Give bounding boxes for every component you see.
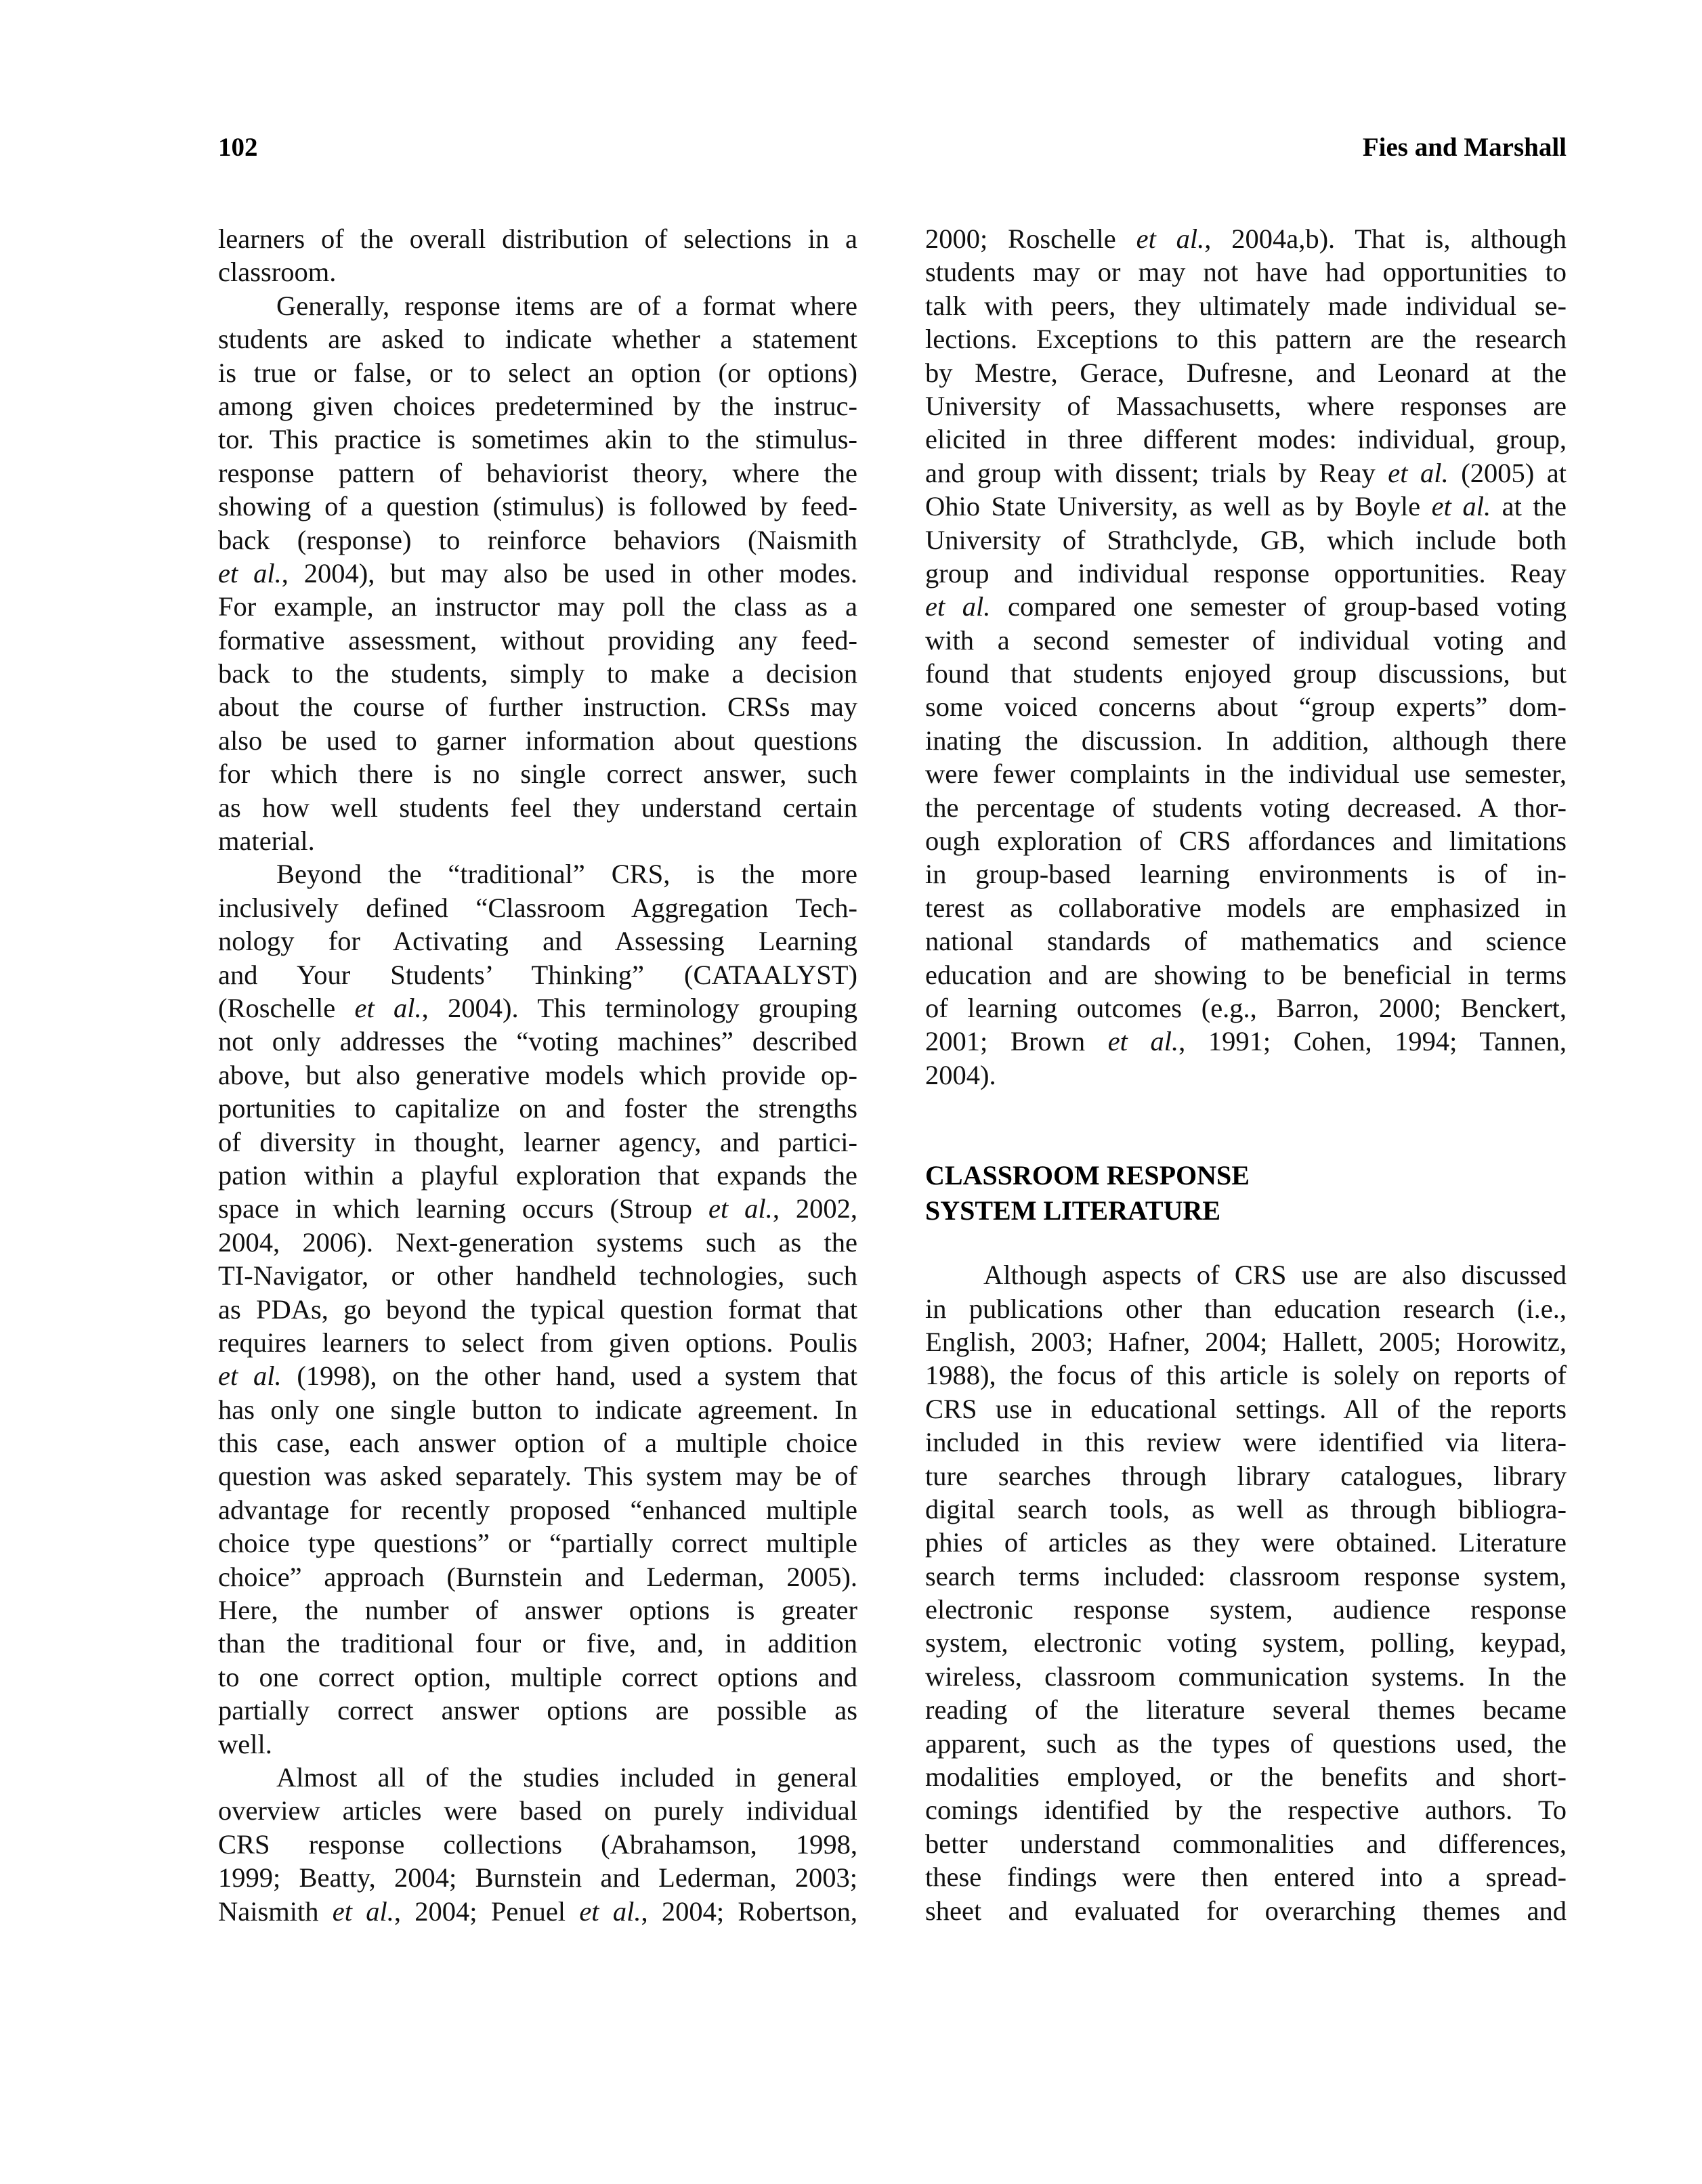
italic-citation: et al. xyxy=(925,591,991,622)
text-line: well. xyxy=(218,1728,272,1759)
text-line: Beyond the “traditional” CRS, is the more xyxy=(276,859,857,890)
text-line: phies of articles as they were obtained. Literature xyxy=(925,1527,1567,1558)
text-line: and group with dissent; trials by Reay et al. (2005) at xyxy=(925,457,1567,488)
text-line: this case, each answer option of a multiple choice xyxy=(218,1428,857,1459)
text-line: among given choices predetermined by the instruc- xyxy=(218,390,857,421)
text-line: showing of a question (stimulus) is followed by feed- xyxy=(218,491,857,522)
text-line: were fewer complaints in the individual use semester, xyxy=(925,758,1567,790)
text-line: of learning outcomes (e.g., Barron, 2000; Benckert, xyxy=(925,992,1567,1023)
text-line: comings identified by the respective authors. To xyxy=(925,1795,1567,1826)
text-line: learners of the overall distribution of selections in a xyxy=(218,223,857,254)
text-line: overview articles were based on purely individual xyxy=(218,1795,857,1826)
text-line: about the course of further instruction. CRSs may xyxy=(218,691,857,723)
text-line: not only addresses the “voting machines” described xyxy=(218,1026,857,1057)
text-line: digital search tools, as well as through bibliogra- xyxy=(925,1493,1567,1524)
italic-citation: et al. xyxy=(708,1193,773,1224)
left-column xyxy=(218,222,857,1928)
text-line: choice” approach (Burnstein and Lederman, 2005). xyxy=(218,1561,857,1592)
text-line: also be used to garner information about questions xyxy=(218,725,857,756)
text-line: et al. compared one semester of group-based voting xyxy=(925,591,1567,622)
text-line: Generally, response items are of a format where xyxy=(276,290,857,321)
text-line: students may or may not have had opportunities to xyxy=(925,257,1567,288)
text-line: system, electronic voting system, polling, keypad, xyxy=(925,1627,1567,1658)
text-line: ough exploration of CRS affordances and limitations xyxy=(925,826,1567,857)
text-line: classroom. xyxy=(218,257,337,288)
text-line: 2004, 2006). Next-generation systems such as the xyxy=(218,1226,857,1258)
text-line: by Mestre, Gerace, Dufresne, and Leonard at the xyxy=(925,357,1567,388)
text-line: space in which learning occurs (Stroup et al., 2002, xyxy=(218,1193,858,1224)
italic-citation: et al. xyxy=(1136,223,1205,254)
text-line: education and are showing to be beneficial in terms xyxy=(925,959,1567,990)
text-line: to one correct option, multiple correct options and xyxy=(218,1661,857,1692)
text-line: talk with peers, they ultimately made individual se- xyxy=(925,290,1567,321)
text-line: portunities to capitalize on and foster the strengths xyxy=(218,1093,857,1124)
text-line: advantage for recently proposed “enhanced multiple xyxy=(218,1494,857,1525)
text-line: 1999; Beatty, 2004; Burnstein and Lederman, 2003; xyxy=(218,1862,857,1893)
text-line: Although aspects of CRS use are also discussed xyxy=(983,1260,1567,1291)
text-line: in group-based learning environments is of in- xyxy=(925,859,1567,890)
text-line: apparent, such as the types of questions used, the xyxy=(925,1728,1567,1759)
text-line: Here, the number of answer options is greater xyxy=(218,1595,857,1626)
page-number: 102 xyxy=(218,133,258,162)
running-title: Fies and Marshall xyxy=(1362,133,1567,162)
text-line: and Your Students’ Thinking” (CATAALYST) xyxy=(218,959,857,990)
text-line: et al. (1998), on the other hand, used a system that xyxy=(218,1361,858,1392)
text-line: tor. This practice is sometimes akin to the stimulus- xyxy=(218,424,857,455)
text-line: found that students enjoyed group discussions, but xyxy=(925,658,1567,689)
text-line: CRS use in educational settings. All of the reports xyxy=(925,1393,1567,1424)
text-line: 1988), the focus of this article is solely on reports of xyxy=(925,1360,1567,1391)
text-line: response pattern of behaviorist theory, where the xyxy=(218,457,857,488)
text-line: better understand commonalities and differences, xyxy=(925,1828,1567,1859)
text-line: is true or false, or to select an option (or options) xyxy=(218,357,857,388)
text-line: nology for Activating and Assessing Learning xyxy=(218,926,857,957)
right-column xyxy=(925,222,1567,1927)
text-line: Almost all of the studies included in general xyxy=(276,1761,857,1793)
text-line: material. xyxy=(218,826,315,857)
italic-citation: et al. xyxy=(579,1896,641,1927)
text-line: as how well students feel they understand certain xyxy=(218,792,857,823)
text-line: partially correct answer options are possible as xyxy=(218,1695,857,1726)
text-line: search terms included: classroom response system, xyxy=(925,1560,1567,1591)
heading-spacer xyxy=(925,1228,1567,1258)
right-column-paragraph xyxy=(925,222,1567,1092)
text-line: back (response) to reinforce behaviors (Naismith xyxy=(218,524,857,555)
italic-citation: et al. xyxy=(354,992,422,1023)
text-line: CRS response collections (Abrahamson, 1998, xyxy=(218,1828,857,1860)
italic-citation: et al. xyxy=(1431,491,1491,522)
text-line: requires learners to select from given options. Poulis xyxy=(218,1327,857,1358)
text-line: English, 2003; Hafner, 2004; Hallett, 2005; Horowitz, xyxy=(925,1326,1567,1357)
text-line: For example, an instructor may poll the class as a xyxy=(218,591,857,622)
text-line: question was asked separately. This system may be of xyxy=(218,1461,857,1492)
text-line: modalities employed, or the benefits and short- xyxy=(925,1761,1567,1793)
text-line: back to the students, simply to make a decision xyxy=(218,658,857,689)
text-line: has only one single button to indicate agreement. In xyxy=(218,1394,857,1425)
text-line: of diversity in thought, learner agency, and partici- xyxy=(218,1126,857,1157)
text-line: 2001; Brown et al., 1991; Cohen, 1994; Tannen, xyxy=(925,1026,1567,1057)
text-line: inating the discussion. In addition, although there xyxy=(925,725,1567,756)
text-line: than the traditional four or five, and, in addition xyxy=(218,1628,857,1659)
text-line: group and individual response opportunities. Reay xyxy=(925,557,1567,588)
section-heading-line-2: SYSTEM LITERATURE xyxy=(925,1195,1221,1226)
italic-citation: et al. xyxy=(1388,457,1449,488)
text-line: electronic response system, audience response xyxy=(925,1594,1567,1625)
text-line: wireless, classroom communication systems. In the xyxy=(925,1661,1567,1692)
text-line: as PDAs, go beyond the typical question format that xyxy=(218,1293,857,1325)
text-line: above, but also generative models which provide op- xyxy=(218,1059,857,1090)
text-line: inclusively defined “Classroom Aggregation Tech- xyxy=(218,892,857,923)
text-line: the percentage of students voting decreased. A thor- xyxy=(925,792,1567,823)
text-line: 2004). xyxy=(925,1059,996,1090)
italic-citation: et al. xyxy=(218,1361,282,1392)
text-line: reading of the literature several themes became xyxy=(925,1694,1567,1726)
text-line: formative assessment, without providing any feed- xyxy=(218,624,857,656)
text-line: terest as collaborative models are emphasized in xyxy=(925,892,1567,923)
text-line: national standards of mathematics and science xyxy=(925,926,1567,957)
text-line: Ohio State University, as well as by Boyle et al. at the xyxy=(925,491,1567,522)
text-line: pation within a playful exploration that expands the xyxy=(218,1159,857,1191)
italic-citation: et al. xyxy=(218,557,282,588)
text-line: University of Massachusetts, where responses are xyxy=(925,390,1567,421)
text-line: elicited in three different modes: individual, group, xyxy=(925,424,1567,455)
text-line: for which there is no single correct answer, such xyxy=(218,758,857,790)
text-line: with a second semester of individual voting and xyxy=(925,624,1567,656)
text-line: choice type questions” or “partially correct multiple xyxy=(218,1528,857,1559)
text-line: 2000; Roschelle et al., 2004a,b). That is, although xyxy=(925,223,1567,254)
text-line: (Roschelle et al., 2004). This terminology grouping xyxy=(218,992,858,1023)
text-line: et al., 2004), but may also be used in other modes. xyxy=(218,557,858,588)
text-line: ture searches through library catalogues, library xyxy=(925,1460,1567,1491)
text-line: lections. Exceptions to this pattern are the research xyxy=(925,324,1567,355)
italic-citation: et al. xyxy=(1107,1026,1179,1057)
text-line: these findings were then entered into a spread- xyxy=(925,1862,1567,1893)
text-line: included in this review were identified via litera- xyxy=(925,1427,1567,1458)
section-body xyxy=(925,1258,1567,1927)
section-spacer xyxy=(925,1092,1567,1158)
text-line: Naismith et al., 2004; Penuel et al., 2004; Robertson, xyxy=(218,1896,858,1927)
text-line: students are asked to indicate whether a statement xyxy=(218,324,857,355)
text-line: sheet and evaluated for overarching themes and xyxy=(925,1895,1567,1926)
text-line: TI-Navigator, or other handheld technologies, such xyxy=(218,1260,857,1291)
text-line: in publications other than education research (i.e., xyxy=(925,1293,1567,1324)
italic-citation: et al. xyxy=(332,1896,394,1927)
text-line: University of Strathclyde, GB, which include both xyxy=(925,524,1567,555)
section-heading-line-1: CLASSROOM RESPONSE xyxy=(925,1160,1250,1191)
text-line: some voiced concerns about “group experts” dom- xyxy=(925,691,1567,723)
